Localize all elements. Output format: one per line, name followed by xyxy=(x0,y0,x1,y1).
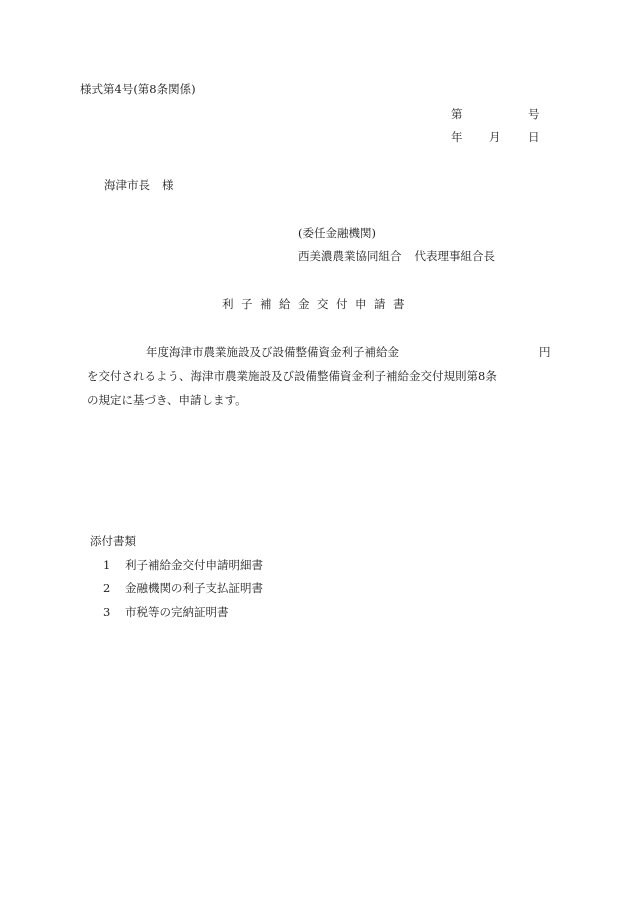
doc-number-prefix: 第 xyxy=(451,107,463,121)
body-line-3: の規定に基づき、申請します。 xyxy=(87,393,247,407)
date-year-label: 年 xyxy=(451,130,463,144)
applicant-label: (委任金融機関) xyxy=(298,226,376,240)
attachment-label: 市税等の完納証明書 xyxy=(125,605,229,619)
attachment-item xyxy=(103,560,263,572)
attachment-item xyxy=(103,607,229,619)
attachment-number: 3 xyxy=(103,605,111,619)
form-number: 様式第4号(第8条関係) xyxy=(80,82,196,96)
body-yen-unit: 円 xyxy=(539,345,551,359)
doc-number-suffix: 号 xyxy=(528,107,540,121)
addressee xyxy=(104,180,174,192)
date-day-label: 日 xyxy=(528,130,540,144)
attachment-item xyxy=(103,583,263,595)
applicant xyxy=(298,251,495,263)
attachment-number: 1 xyxy=(103,558,111,572)
addressee-name: 海津市長 xyxy=(104,178,150,192)
attachment-label: 利子補給金交付申請明細書 xyxy=(125,558,263,572)
attachments-heading: 添付書類 xyxy=(90,534,136,548)
attachment-label: 金融機関の利子支払証明書 xyxy=(125,581,263,595)
applicant-organization: 西美濃農業協同組合 xyxy=(298,249,402,263)
body-line-2: を交付されるよう、海津市農業施設及び設備整備資金利子補給金交付規則第8条 xyxy=(87,369,497,383)
attachment-number: 2 xyxy=(103,581,111,595)
document-title: 利子補給金交付申請書 xyxy=(222,297,412,311)
date-month-label: 月 xyxy=(489,130,501,144)
applicant-title: 代表理事組合長 xyxy=(414,249,495,263)
addressee-honorific: 様 xyxy=(162,178,174,192)
body-line-1: 年度海津市農業施設及び設備整備資金利子補給金 xyxy=(146,345,399,359)
